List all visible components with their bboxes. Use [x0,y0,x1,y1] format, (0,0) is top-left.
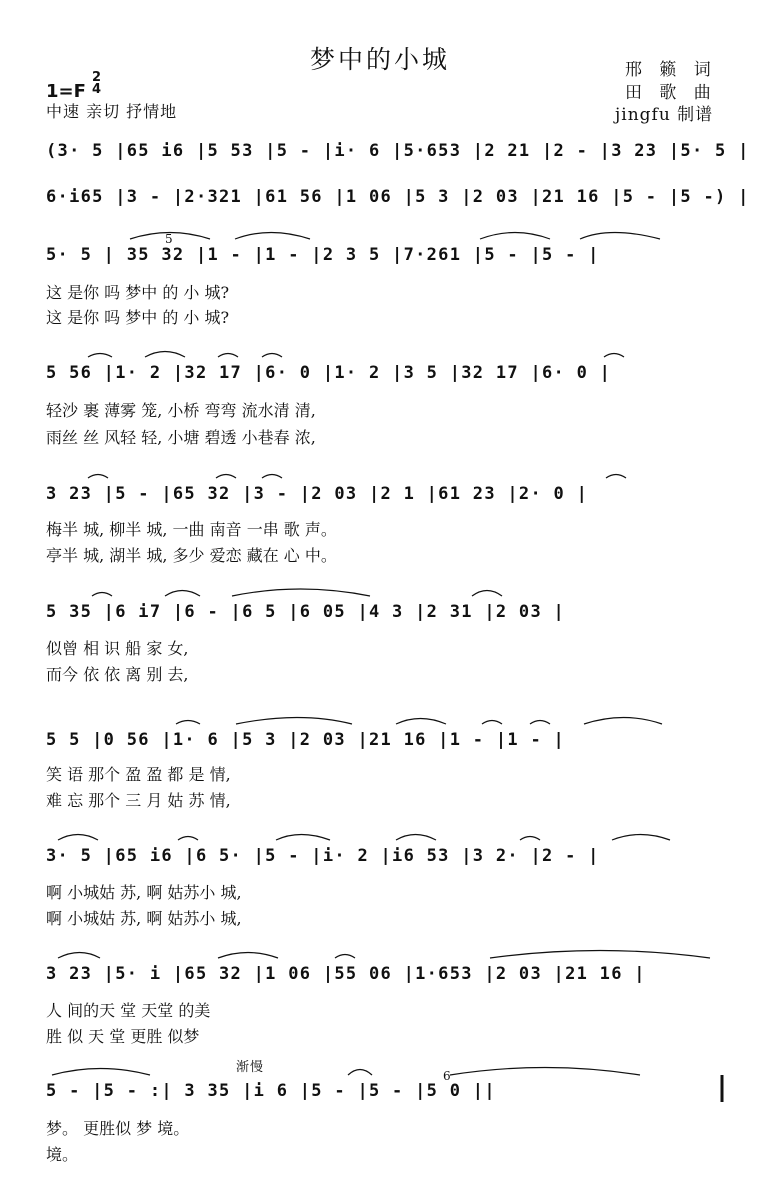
slur-arc [218,953,278,959]
slur-arc [58,835,98,841]
lyric-system-9-verse-1: 人 间的天 堂 天堂 的美 [46,1001,211,1020]
notes-system-3: 5· 5 | 35 32 |1 - |1 - |2 3 5 |7·261 |5 - |5 - | [46,245,600,265]
arranger-credit: jingfu 制谱 [615,105,714,125]
lyric-system-4-verse-2: 雨丝 丝 风轻 轻, 小塘 碧透 小巷春 浓, [46,428,316,447]
lyric-system-8-verse-2: 啊 小城姑 苏, 啊 姑苏小 城, [46,909,242,928]
slur-arc [612,835,670,841]
notes-system-7: 5 5 |0 56 |1· 6 |5 3 |2 03 |21 16 |1 - |1 - | [46,730,566,750]
lyric-system-5-verse-1: 梅半 城, 柳半 城, 一曲 南音 一串 歌 声。 [46,520,337,539]
slur-arc [92,593,112,597]
notes-system-5: 3 23 |5 - |65 32 |3 - |2 03 |2 1 |61 23 |2· 0 | [46,484,589,504]
lyric-system-8-verse-1: 啊 小城姑 苏, 啊 姑苏小 城, [46,883,242,902]
lyric-system-7-verse-2: 难 忘 那个 三 月 姑 苏 情, [46,791,231,810]
notes-system-2: 6·i65 |3 - |2·321 |61 56 |1 06 |5 3 |2 03 |21 16 |5 - |5 -) | [46,187,750,207]
slur-arc [348,1070,372,1076]
slur-arc [58,953,100,959]
slur-arc [262,475,282,479]
slur-arc [236,718,352,725]
key-signature: 1=F [46,81,86,102]
slur-arc [530,721,550,725]
slur-arc [450,1068,640,1076]
lyric-system-5-verse-2: 亭半 城, 湖半 城, 多少 爱恋 藏在 心 中。 [46,546,337,565]
lyric-system-6-verse-1: 似曾 相 识 船 家 女, [46,639,189,658]
notes-system-10: 5 - |5 - :| 3 35 |i 6 |5 - |5 - |5 0 || [46,1081,496,1101]
slur-arc [396,835,436,841]
slur-arc [480,233,550,240]
lyric-system-6-verse-2: 而今 依 依 离 别 去, [46,665,189,684]
slur-arc [232,589,370,596]
slur-arc [604,354,624,358]
tempo-marking: 中速 亲切 抒情地 [46,102,178,121]
lyric-system-7-verse-1: 笑 语 那个 盈 盈 都 是 情, [46,765,231,784]
notes-system-4: 5 56 |1· 2 |32 17 |6· 0 |1· 2 |3 5 |32 17 |6· 0 | [46,363,612,383]
slur-arc [520,837,540,841]
slur-arc [218,354,238,358]
slur-arc [276,835,330,841]
lyric-system-10-verse-1: 梦。 更胜似 梦 境。 [46,1119,190,1138]
notes-system-9: 3 23 |5· i |65 32 |1 06 |55 06 |1·653 |2 03 |21 16 | [46,964,646,984]
composer-credit: 田 歌 曲 [625,83,717,103]
slur-arc [490,951,710,959]
slur-arc [235,233,310,240]
time-bottom: 4 [92,82,102,97]
slur-arc [262,354,282,358]
slur-arc [216,475,236,479]
slur-arc [130,233,210,240]
lyric-system-10-verse-2: 境。 [46,1145,79,1164]
slur-arc [482,721,502,725]
slur-arc [472,591,502,597]
slur-arc [584,718,662,725]
lyric-system-9-verse-2: 胜 似 天 堂 更胜 似梦 [46,1027,200,1046]
grace-note-5: 5 [165,232,173,246]
slur-arc [165,591,200,597]
slur-arc [145,352,185,358]
slur-arc [52,1069,150,1076]
slur-arc [396,719,446,725]
lyric-system-3-verse-2: 这 是你 吗 梦中 的 小 城? [46,308,230,327]
slur-arc [178,837,198,841]
time-top: 2 [92,70,102,85]
slur-arc [88,475,108,479]
slur-arc [580,233,660,240]
page-title: 梦中的小城 [310,45,451,74]
ritardando-marking: 渐慢 [236,1060,265,1075]
slur-arc [606,475,626,479]
slur-arc [335,955,355,959]
slur-arc [176,721,200,725]
notes-system-6: 5 35 |6 i7 |6 - |6 5 |6 05 |4 3 |2 31 |2 03 | [46,602,566,622]
notes-system-8: 3· 5 |65 i6 |6 5· |5 - |i· 2 |i6 53 |3 2· |2 - | [46,846,600,866]
lyric-system-3-verse-1: 这 是你 吗 梦中 的 小 城? [46,283,230,302]
slur-arc [88,354,112,358]
lyricist-credit: 邢 籁 词 [625,60,717,80]
grace-note-6: 6 [443,1069,451,1083]
notes-system-1: (3· 5 |65 i6 |5 53 |5 - |i· 6 |5·653 |2 21 |2 - |3 23 |5· 5 | [46,141,750,161]
lyric-system-4-verse-1: 轻沙 裹 薄雾 笼, 小桥 弯弯 流水清 清, [46,401,316,420]
